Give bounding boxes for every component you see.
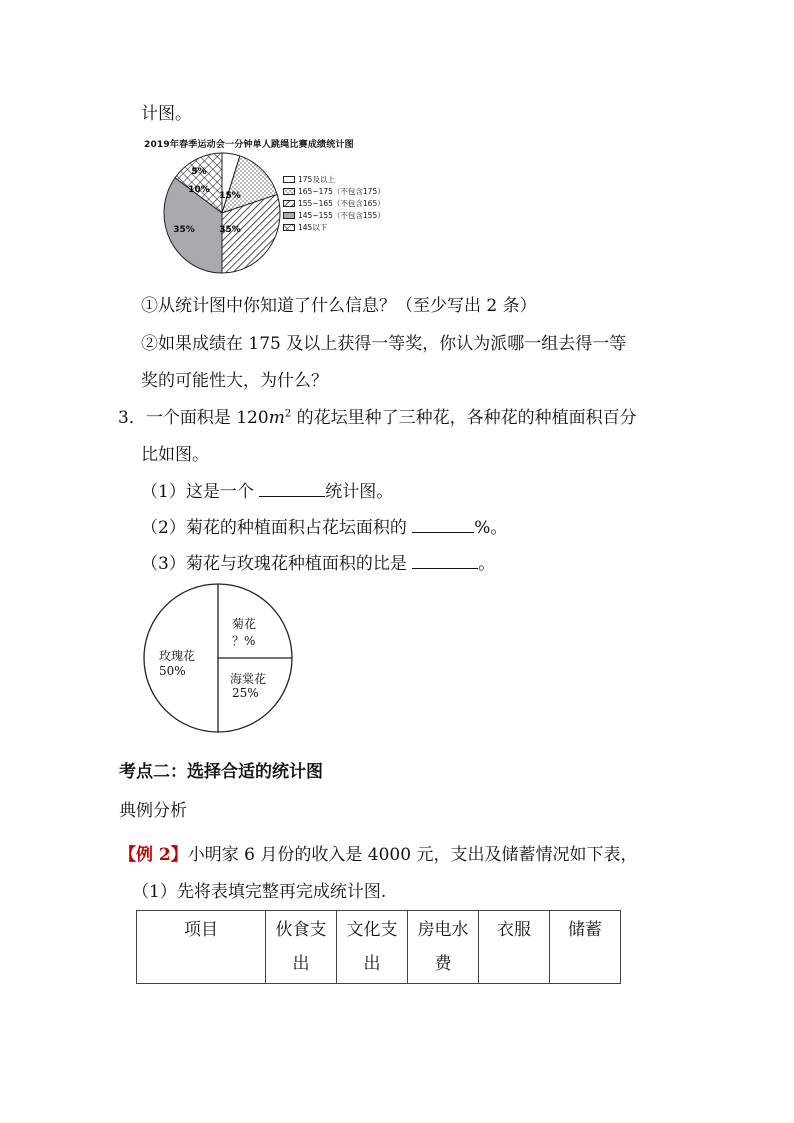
expense-table — [136, 910, 621, 984]
answer-blank[interactable] — [412, 552, 478, 569]
legend-item — [283, 185, 385, 197]
legend-label: 145~155（不包含155） — [298, 210, 385, 220]
legend-label: 175及以上 — [298, 174, 335, 184]
section-title: 考点二：选择合适的统计图 — [119, 762, 323, 782]
table-row — [137, 911, 621, 984]
legend-swatch-crosshatch — [283, 224, 295, 231]
slice-percent-label: 35% — [173, 225, 195, 235]
table-header-cell: 项目 — [137, 911, 266, 984]
legend-item — [283, 197, 385, 209]
rose-percent: 50% — [159, 664, 186, 678]
legend-swatch-dots — [283, 188, 295, 195]
example-heading: 典例分析 — [119, 801, 187, 821]
question-2-line2: 奖的可能性大，为什么？ — [141, 371, 328, 391]
example-2-line: 【例 2】小明家 6 月份的收入是 4000 元，支出及储蓄情况如下表， — [119, 845, 638, 865]
table-header-cell: 伙食支出 — [266, 911, 337, 984]
legend-swatch-diagonal — [283, 200, 295, 207]
answer-blank[interactable] — [412, 516, 474, 533]
slice-percent-label: 35% — [219, 225, 241, 235]
legend-item — [283, 173, 335, 185]
slice-percent-label: 10% — [188, 185, 210, 195]
chrysanthemum-percent: ？% — [232, 634, 256, 648]
slice-percent-label: 15% — [219, 191, 241, 201]
legend-swatch-plain — [283, 176, 295, 183]
begonia-label: 海棠花 — [230, 672, 267, 686]
example-2-sub1: （1）先将表填完整再完成统计图. — [132, 882, 387, 902]
chrysanthemum-label: 菊花 — [232, 617, 257, 631]
chart1-pie — [162, 152, 282, 274]
example-tag: 【例 2】 — [119, 845, 188, 865]
problem-3-line1: 3．一个面积是 $120m^2$ 的花坛里种了三种花，各种花的种植面积百分 — [118, 408, 637, 428]
legend-label: 165~175（不包含175） — [298, 186, 385, 196]
problem-number: 3． — [118, 408, 146, 428]
legend-swatch-gray — [283, 212, 295, 219]
table-header-cell: 衣服 — [479, 911, 550, 984]
legend-item — [283, 209, 385, 221]
table-header-cell: 文化支出 — [337, 911, 408, 984]
answer-blank[interactable] — [259, 480, 325, 497]
question-1: ①从统计图中你知道了什么信息？（至少写出 2 条） — [141, 296, 537, 316]
chart1-legend — [283, 173, 383, 237]
subquestion-2: （2）菊花的种植面积占花坛面积的 %。 — [141, 518, 508, 538]
problem-3-line2: 比如图。 — [141, 445, 209, 465]
legend-item — [283, 221, 327, 233]
table-header-cell: 房电水费 — [408, 911, 479, 984]
subquestion-3: （3）菊花与玫瑰花种植面积的比是 。 — [141, 554, 496, 574]
legend-label: 155~165（不包含165） — [298, 198, 385, 208]
chart1-title: 2019年春季运动会一分钟单人跳绳比赛成绩统计图 — [144, 140, 354, 150]
begonia-percent: 25% — [232, 686, 259, 700]
subquestion-1: （1）这是一个 统计图。 — [141, 482, 394, 502]
line-top: 计图。 — [141, 104, 192, 124]
rose-label: 玫瑰花 — [159, 649, 196, 663]
question-2-line1: ②如果成绩在 175 及以上获得一等奖，你认为派哪一组去得一等 — [141, 334, 627, 354]
slice-percent-label: 5% — [191, 167, 207, 177]
legend-label: 145以下 — [298, 222, 328, 232]
table-header-cell: 储蓄 — [550, 911, 621, 984]
